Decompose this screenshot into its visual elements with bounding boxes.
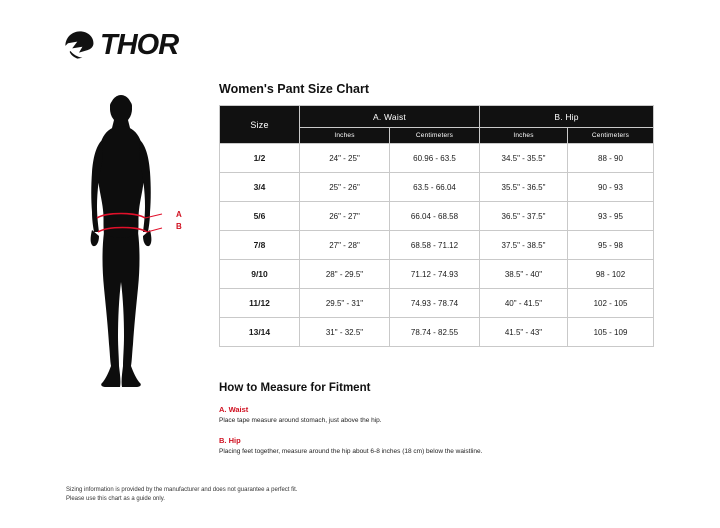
brand-wordmark: THOR — [100, 28, 179, 61]
howto-item-waist — [219, 405, 382, 426]
cell-hip-cm: 90 - 93 — [568, 173, 654, 202]
cell-hip-cm: 102 - 105 — [568, 289, 654, 318]
column-subheader-hip-inches: Inches — [480, 128, 568, 144]
cell-waist-inches: 24" - 25" — [300, 144, 390, 173]
table-row — [220, 202, 654, 231]
cell-waist-cm: 78.74 - 82.55 — [390, 318, 480, 347]
cell-size: 7/8 — [220, 231, 300, 260]
cell-waist-cm: 60.96 - 63.5 — [390, 144, 480, 173]
cell-waist-inches: 28" - 29.5" — [300, 260, 390, 289]
cell-hip-cm: 98 - 102 — [568, 260, 654, 289]
howto-text-hip: Placing feet together, measure around the hip about 6-8 inches (18 cm) below the waistline. — [219, 448, 483, 455]
cell-size: 3/4 — [220, 173, 300, 202]
cell-hip-cm: 95 - 98 — [568, 231, 654, 260]
callout-label-a: A — [176, 210, 182, 219]
cell-waist-inches: 29.5" - 31" — [300, 289, 390, 318]
table-row — [220, 231, 654, 260]
cell-size: 5/6 — [220, 202, 300, 231]
cell-size: 1/2 — [220, 144, 300, 173]
cell-waist-cm: 66.04 - 68.58 — [390, 202, 480, 231]
cell-size: 13/14 — [220, 318, 300, 347]
table-row — [220, 144, 654, 173]
cell-hip-inches: 36.5" - 37.5" — [480, 202, 568, 231]
disclaimer — [66, 486, 297, 504]
cell-waist-inches: 31" - 32.5" — [300, 318, 390, 347]
cell-hip-cm: 88 - 90 — [568, 144, 654, 173]
size-chart-table — [219, 105, 654, 347]
table-row — [220, 260, 654, 289]
cell-hip-inches: 41.5" - 43" — [480, 318, 568, 347]
table-row — [220, 318, 654, 347]
column-subheader-hip-cm: Centimeters — [568, 128, 654, 144]
cell-waist-cm: 63.5 - 66.04 — [390, 173, 480, 202]
column-subheader-waist-cm: Centimeters — [390, 128, 480, 144]
cell-waist-cm: 68.58 - 71.12 — [390, 231, 480, 260]
howto-text-waist: Place tape measure around stomach, just above the hip. — [219, 417, 382, 424]
cell-hip-inches: 34.5" - 35.5" — [480, 144, 568, 173]
cell-waist-inches: 25" - 26" — [300, 173, 390, 202]
cell-size: 11/12 — [220, 289, 300, 318]
cell-waist-inches: 27" - 28" — [300, 231, 390, 260]
cell-waist-cm: 74.93 - 78.74 — [390, 289, 480, 318]
howto-item-hip — [219, 436, 482, 457]
cell-hip-cm: 93 - 95 — [568, 202, 654, 231]
figure-illustration — [58, 92, 208, 392]
cell-hip-inches: 35.5" - 36.5" — [480, 173, 568, 202]
cell-waist-inches: 26" - 27" — [300, 202, 390, 231]
callout-label-b: B — [176, 222, 182, 231]
cell-size: 9/10 — [220, 260, 300, 289]
table-row — [220, 289, 654, 318]
column-header-hip: B. Hip — [480, 106, 654, 128]
cell-hip-cm: 105 - 109 — [568, 318, 654, 347]
column-subheader-waist-inches: Inches — [300, 128, 390, 144]
disclaimer-line-2: Please use this chart as a guide only. — [66, 496, 165, 502]
cell-hip-inches: 40" - 41.5" — [480, 289, 568, 318]
page-title: Women's Pant Size Chart — [219, 82, 369, 96]
column-header-waist: A. Waist — [300, 106, 480, 128]
table-header-row-groups — [220, 106, 654, 128]
brand-logo — [62, 28, 178, 62]
howto-label-waist: A. Waist — [219, 405, 249, 414]
disclaimer-line-1: Sizing information is provided by the manufacturer and does not guarantee a perfect fit. — [66, 487, 298, 493]
cell-waist-cm: 71.12 - 74.93 — [390, 260, 480, 289]
thor-helmet-icon — [62, 28, 96, 62]
howto-label-hip: B. Hip — [219, 436, 241, 445]
female-body-silhouette-icon — [58, 92, 208, 392]
howto-title: How to Measure for Fitment — [219, 382, 371, 394]
cell-hip-inches: 38.5" - 40" — [480, 260, 568, 289]
table-row — [220, 173, 654, 202]
cell-hip-inches: 37.5" - 38.5" — [480, 231, 568, 260]
column-header-size: Size — [220, 106, 300, 144]
